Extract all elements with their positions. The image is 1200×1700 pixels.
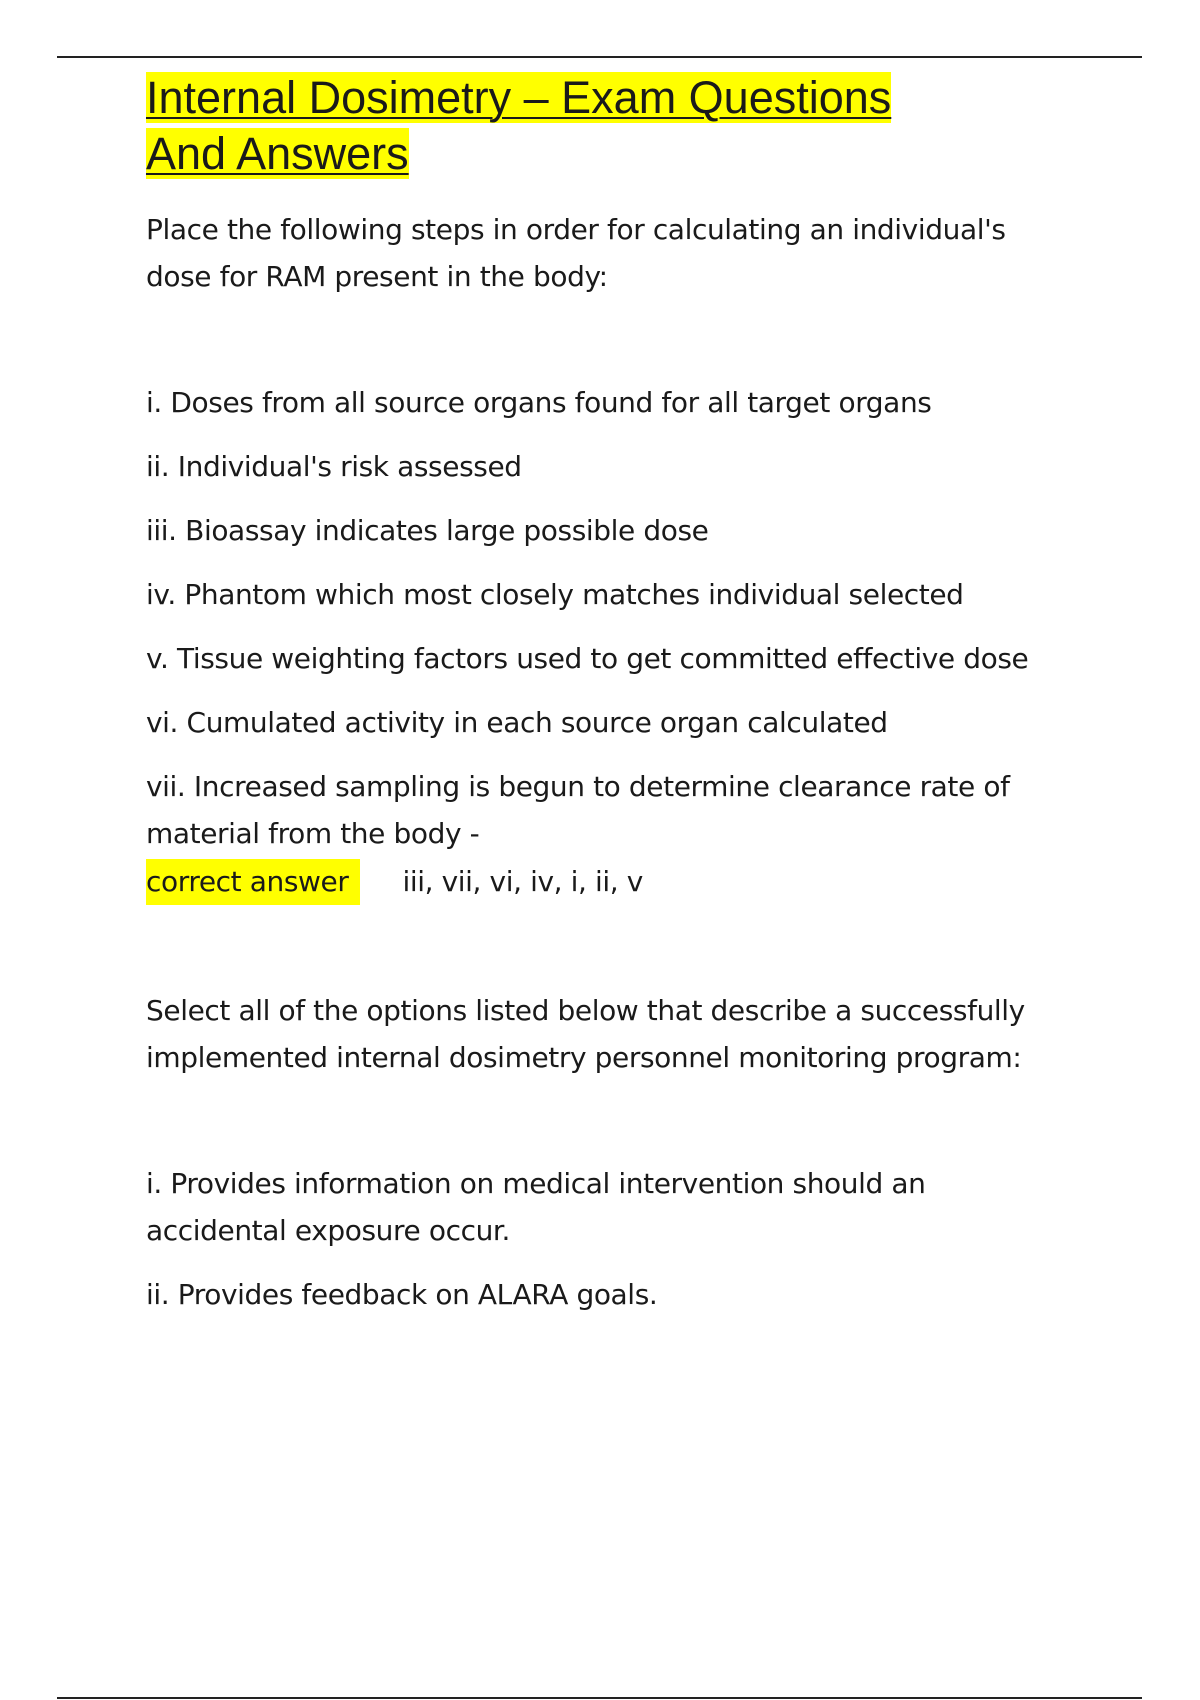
option-item: iii. Bioassay indicates large possible dose [146,514,709,547]
question-1-options [146,379,1066,857]
option-item: vii. Increased sampling is begun to determine clearance rate of material from the body - [146,770,1010,850]
question-2-options [146,1160,1066,1318]
document-body [146,70,1066,1335]
question-1-prompt: Place the following steps in order for calculating an individual's dose for RAM present in the body: [146,213,1006,293]
title-line-2: And Answers [146,128,409,179]
title-line-1: Internal Dosimetry – Exam Questions [146,72,892,123]
option-item: v. Tissue weighting factors used to get committed effective dose [146,642,1029,675]
top-rule [57,56,1142,58]
answer-value: iii, vii, vi, iv, i, ii, v [402,865,643,898]
answer-label: correct answer [146,859,360,905]
question-1-answer [146,858,1066,905]
option-item: iv. Phantom which most closely matches individual selected [146,578,964,611]
option-item: vi. Cumulated activity in each source organ calculated [146,706,888,739]
option-item: i. Provides information on medical intervention should an accidental exposure occur. [146,1167,926,1247]
question-2-prompt: Select all of the options listed below that describe a successfully implemented internal dosimetry personnel monitoring program: [146,994,1025,1074]
option-item: ii. Individual's risk assessed [146,450,522,483]
bottom-rule [57,1697,1142,1699]
option-item: i. Doses from all source organs found for all target organs [146,386,932,419]
document-title [146,70,1066,182]
option-item: ii. Provides feedback on ALARA goals. [146,1278,658,1311]
